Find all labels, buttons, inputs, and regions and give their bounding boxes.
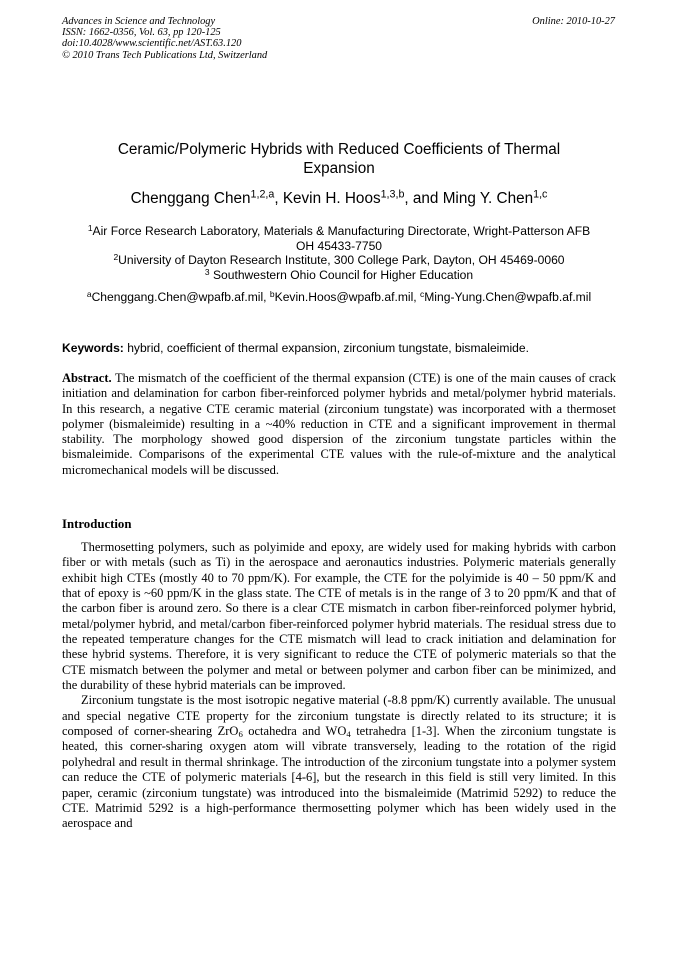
author-emails xyxy=(62,290,616,304)
journal-header xyxy=(62,16,267,61)
email-b-mark: b xyxy=(269,288,275,299)
author-3-affil: 1,c xyxy=(533,188,548,201)
affiliation-3-number: 3 xyxy=(204,266,210,277)
doi: doi:10.4028/www.scientific.net/AST.63.120 xyxy=(62,38,242,50)
abstract-label: Abstract. xyxy=(62,371,112,385)
intro-paragraph-2 xyxy=(62,693,616,831)
affiliation-1-text: Air Force Research Laboratory, Materials & Manufacturing Directorate, Wright-Patterson AFB xyxy=(92,224,591,238)
introduction-body xyxy=(62,540,616,832)
title-line-1: Ceramic/Polymeric Hybrids with Reduced Coefficients of Thermal xyxy=(117,141,561,158)
intro-p2-part-a: Zirconium tungstate is the most isotropic negative material (-8.8 ppm/K) currently available. The unusual and special negative CTE property for the zirconium tungstate is directly related to its structure; it is composed of corner-shearing ZrO xyxy=(62,693,616,739)
affiliation-2-text: University of Dayton Research Institute, 300 College Park, Dayton, OH 45469-0060 xyxy=(118,253,565,267)
email-c-mark: c xyxy=(420,288,425,299)
journal-name: Advances in Science and Technology xyxy=(62,16,216,27)
author-3: , and Ming Y. Chen xyxy=(404,190,534,207)
affiliation-1-number: 1 xyxy=(87,222,93,233)
issn: ISSN: 1662-0356, Vol. 63, pp 120-125 xyxy=(62,27,221,39)
abstract-text: The mismatch of the coefficient of the thermal expansion (CTE) is one of the main causes of crack initiation and delamination for carbon fiber-reinforced polymer hybrids and metal/polymer hybrid materials. In this research, a negative CTE ceramic material (zirconium tungstate) was incorporated with a thermoset polymer (bismaleimide) resulting in a ~40% reduction in CTE and a significant improvement in thermal stability. The morphology showed good dispersion of the zirconium tungstate particles within the bismaleimide. Comparisons of the experimental CTE values with the rule-of-mixture and the analytical micromechanical models will be discussed. xyxy=(62,371,616,477)
email-a: Chenggang.Chen@wpafb.af.mil, xyxy=(91,290,270,304)
copyright: © 2010 Trans Tech Publications Ltd, Switzerland xyxy=(62,49,268,61)
author-2: , Kevin H. Hoos xyxy=(274,190,381,207)
affiliation-1-cont: OH 45433-7750 xyxy=(295,238,383,253)
keywords-text: hybrid, coefficient of thermal expansion, zirconium tungstate, bismaleimide. xyxy=(123,341,529,355)
email-a-mark: a xyxy=(86,288,92,299)
abstract xyxy=(62,371,616,478)
intro-p2-part-c: tetrahedra [1-3]. When the zirconium tungstate is heated, this corner-sharing oxygen atom will vibrate transversely, leading to the rotation of the rigid polyhedral and result in thermal shrinkage. The introduction of the zirconium tungstate into a polymer system can reduce the CTE of polymeric materials [4-6], but the research in this field is still very limited. In this paper, ceramic (zirconium tungstate) was introduced into the bismaleimide (Matrimid 5292) to reduce the CTE. Matrimid 5292 is a high-performance thermosetting polymer which has been widely used in the aerospace and xyxy=(62,724,616,831)
author-2-affil: 1,3,b xyxy=(380,188,405,201)
intro-paragraph-1: Thermosetting polymers, such as polyimide and epoxy, are widely used for making hybrids with carbon fiber or with metals (such as Ti) in the aerospace and aeronautics industries. Polymeric materials generally exhibit high CTEs (mostly 40 to 70 ppm/K). For example, the CTE for the polyimide is 40 – 50 ppm/K and that of epoxy is ~60 ppm/K in the glass state. The CTE of metals is in the range of 3 to 20 ppm/K and that of the carbon fiber is around zero. So there is a clear CTE mismatch in carbon fiber-reinforced polymer hybrid, metal/polymer hybrid, and metal/carbon fiber-reinforced polymer hybrid materials. The residual stress due to the repeated temperature changes for the CTE mismatch will lead to crack initiation and delamination for these hybrid systems. Therefore, it is very significant to reduce the CTE of polymeric materials so that the CTE mismatch between the polymer and metal or between polymer and carbon fiber can be minimized, and the durability of these hybrid materials can be improved. xyxy=(62,540,616,693)
zro6-subscript: 6 xyxy=(238,729,243,740)
author-1-affil: 1,2,a xyxy=(250,188,275,201)
keywords-label: Keywords: xyxy=(62,341,124,355)
author-1: Chenggang Chen xyxy=(130,190,251,207)
title-line-2: Expansion xyxy=(303,160,375,177)
intro-p2-part-b: octahedra and WO xyxy=(242,724,347,739)
affiliation-3 xyxy=(62,268,616,283)
affiliation-2 xyxy=(62,253,616,268)
author-list xyxy=(62,189,616,209)
online-date: Online: 2010-10-27 xyxy=(532,16,615,27)
paper-title xyxy=(62,140,616,178)
keywords xyxy=(62,341,616,355)
affiliation-2-number: 2 xyxy=(113,251,119,262)
affiliations xyxy=(62,224,616,282)
email-c: Ming-Yung.Chen@wpafb.af.mil xyxy=(424,290,592,304)
affiliation-3-text: Southwestern Ohio Council for Higher Education xyxy=(209,267,474,282)
wo4-subscript: 4 xyxy=(346,729,351,740)
affiliation-1 xyxy=(62,224,616,239)
email-b: Kevin.Hoos@wpafb.af.mil, xyxy=(274,290,420,304)
introduction-heading: Introduction xyxy=(62,517,132,531)
